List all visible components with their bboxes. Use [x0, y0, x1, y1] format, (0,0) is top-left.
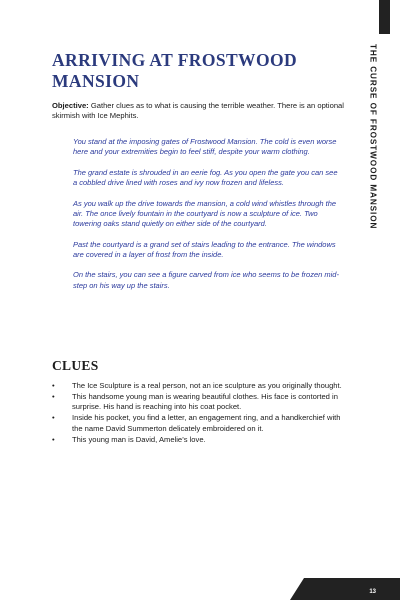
- objective: [52, 101, 352, 122]
- footer-shape: [290, 578, 400, 600]
- bullet-icon: •: [52, 391, 55, 401]
- read-aloud-paragraph: On the stairs, you can see a figure carved from ice who seems to be frozen mid-step on his way up the stairs.: [73, 270, 339, 290]
- side-tab: [379, 0, 390, 34]
- objective-text: Gather clues as to what is causing the terrible weather. There is an optional skirmish with Ice Mephits.: [52, 101, 344, 121]
- clue-item: [52, 392, 350, 413]
- read-aloud-paragraph: The grand estate is shrouded in an eerie fog. As you open the gate you can see a cobbled drive lined with roses and ivy now frozen and lifeless.: [73, 167, 338, 188]
- clues-heading: CLUES: [52, 358, 99, 373]
- bullet-icon: •: [52, 413, 55, 423]
- clues-list: [52, 381, 350, 445]
- clue-text: This handsome young man is wearing beautiful clothes. His face is contorted in surprise. His hand is reaching into his coat pocket.: [72, 391, 338, 412]
- read-aloud-box: [73, 137, 341, 301]
- clue-item: [52, 413, 350, 434]
- clue-item: [52, 435, 350, 445]
- clue-text: This young man is David, Amelie’s love.: [72, 434, 206, 444]
- read-aloud-paragraph: As you walk up the drive towards the mansion, a cold wind whistles through the air. The once lively fountain in the courtyard is now a sculpture of ice. Two towering oaks stand quietly on either side of the courtyard.: [73, 198, 337, 229]
- bullet-icon: •: [52, 381, 55, 390]
- bullet-icon: •: [52, 434, 55, 444]
- read-aloud-paragraph: You stand at the imposing gates of Frostwood Mansion. The cold is even worse here and your extremities begin to feel stiff, despite your warm clothing.: [73, 137, 337, 157]
- side-title: THE CURSE OF FROSTWOOD MANSION: [368, 44, 378, 230]
- page-number: 13: [369, 589, 376, 595]
- clue-text: The Ice Sculpture is a real person, not an ice sculpture as you originally thought.: [72, 381, 342, 390]
- read-aloud-paragraph: Past the courtyard is a grand set of stairs leading to the entrance. The windows are covered in a layer of frost from the inside.: [73, 239, 336, 259]
- clue-item: [52, 381, 350, 391]
- page-title: ARRIVING AT FROSTWOOD MANSION: [52, 50, 298, 91]
- objective-label: Objective:: [52, 101, 89, 110]
- clue-text: Inside his pocket, you find a letter, an engagement ring, and a handkerchief with the name David Summerton delicately embroidered on it.: [72, 413, 341, 433]
